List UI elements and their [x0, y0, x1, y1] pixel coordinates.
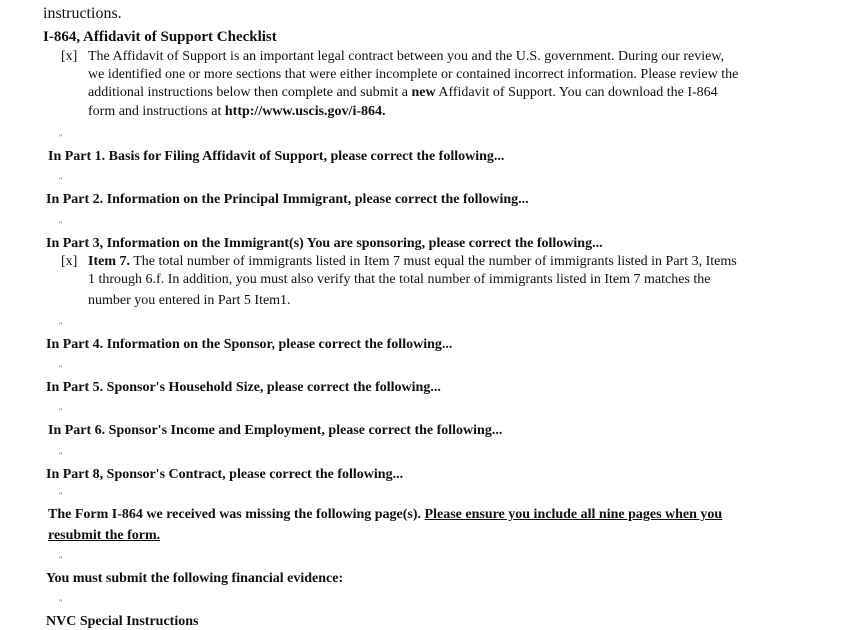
item1-line4 [88, 104, 386, 120]
part4-heading: In Part 4. Information on the Sponsor, please correct the following... [46, 337, 453, 352]
uscis-link[interactable]: http://www.uscis.gov/i-864. [224, 104, 386, 119]
checkbox-marked[interactable]: [x] [61, 49, 78, 64]
item1-line3-post: Affidavit of Support. You can download the I-864 [435, 85, 718, 100]
blank-marker: " [59, 176, 63, 185]
top-fragment: instructions. [43, 5, 122, 22]
nvc-instructions-heading: NVC Special Instructions [46, 614, 199, 629]
missing-pages-emphasis-cont: resubmit the form. [48, 528, 161, 543]
item1-line3 [88, 85, 718, 101]
blank-marker: " [59, 364, 63, 373]
item1-line2: we identified one or more sections that were either incomplete or contained incorrect information. Please review the [88, 67, 739, 82]
blank-marker: " [59, 451, 63, 460]
blank-marker: " [59, 407, 63, 416]
item7-label: Item 7. [88, 254, 130, 269]
missing-pages-emphasis: Please ensure you include all nine pages when you [424, 507, 723, 522]
blank-marker: " [59, 133, 63, 142]
item1-new-emphasis: new [411, 85, 436, 100]
financial-evidence-heading: You must submit the following financial evidence: [46, 571, 344, 586]
item1-line4-pre: form and instructions at [88, 104, 225, 119]
part6-heading: In Part 6. Sponsor's Income and Employment, please correct the following... [48, 423, 503, 438]
item1-line3-pre: additional instructions below then complete and submit a [88, 85, 412, 100]
part5-heading: In Part 5. Sponsor's Household Size, please correct the following... [46, 380, 441, 395]
blank-marker: " [59, 598, 63, 607]
blank-marker: " [59, 321, 63, 330]
part2-heading: In Part 2. Information on the Principal Immigrant, please correct the following... [46, 192, 529, 207]
part8-heading: In Part 8, Sponsor's Contract, please correct the following... [46, 467, 404, 482]
missing-pages-text: The Form I-864 we received was missing the following page(s). [48, 507, 425, 522]
item1-line1: The Affidavit of Support is an important legal contract between you and the U.S. government. During our review, [88, 49, 725, 64]
item7-line1-text: The total number of immigrants listed in Item 7 must equal the number of immigrants listed in Part 3, Items [130, 254, 737, 269]
part3-heading: In Part 3, Information on the Immigrant(s) You are sponsoring, please correct the following... [46, 236, 603, 251]
blank-marker: " [59, 220, 63, 229]
blank-marker: " [59, 555, 63, 564]
item7-line2: 1 through 6.f. In addition, you must also verify that the total number of immigrants listed in Item 7 matches the [88, 272, 711, 287]
missing-pages-notice [48, 507, 722, 523]
part1-heading: In Part 1. Basis for Filing Affidavit of Support, please correct the following... [48, 149, 505, 164]
item7-line3: number you entered in Part 5 Item1. [88, 293, 291, 308]
checklist-title: I-864, Affidavit of Support Checklist [43, 29, 277, 45]
item7-line1 [88, 254, 737, 270]
blank-marker: " [59, 491, 63, 500]
checkbox-marked[interactable]: [x] [61, 254, 78, 269]
